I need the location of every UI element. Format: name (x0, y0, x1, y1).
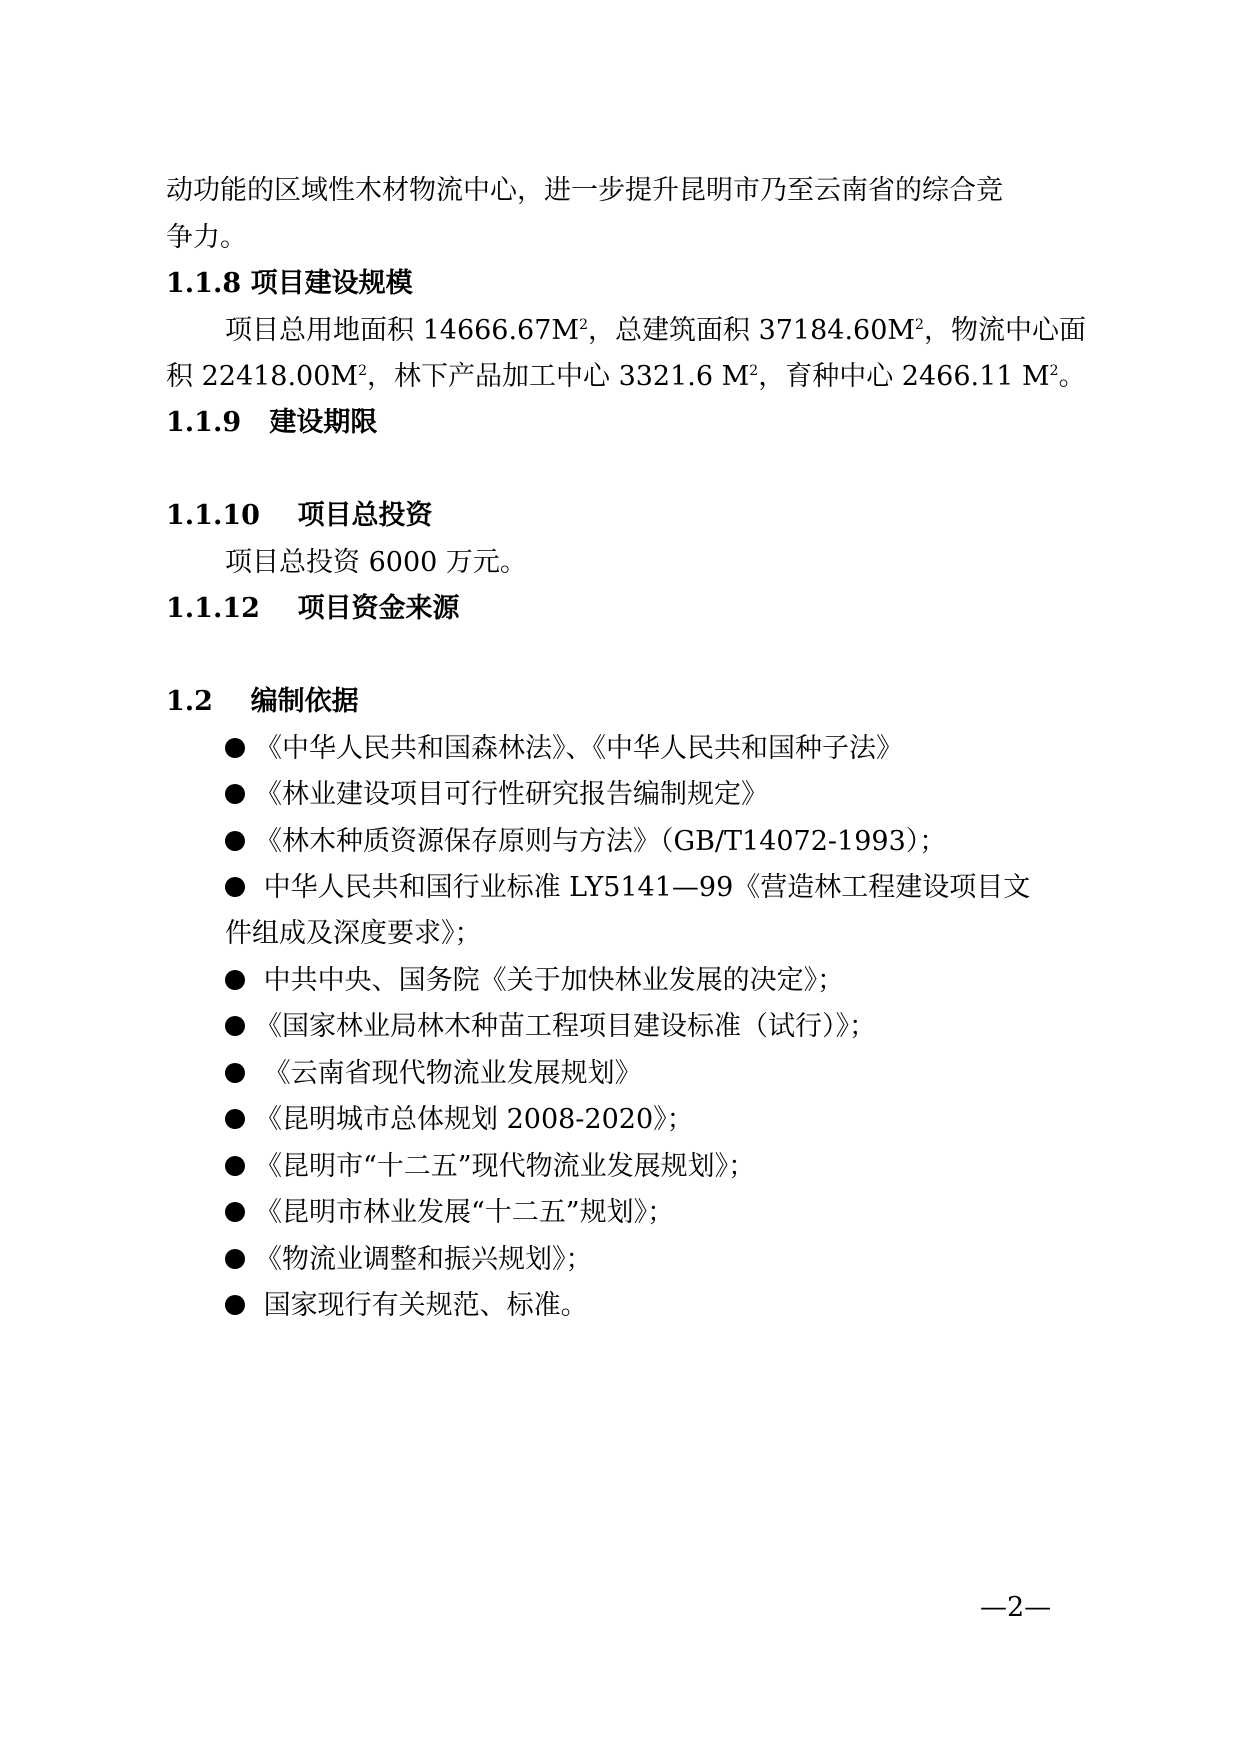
bullet-icon (225, 1156, 245, 1176)
scale-text: ，林下产品加工中心 3321.6 M (366, 361, 750, 392)
heading-title: 建设期限 (269, 407, 378, 438)
superscript: 2 (579, 317, 588, 333)
heading-number: 1.1.8 (166, 268, 242, 299)
scale-text: 。 (1058, 361, 1086, 392)
scale-text: ，育种中心 2466.11 M (758, 361, 1050, 392)
scale-paragraph-line-2 (166, 359, 1086, 395)
scale-text: ，物流中心面 (923, 315, 1086, 346)
bullet-icon (225, 1109, 245, 1129)
heading-title: 编制依据 (250, 686, 359, 717)
heading-1-1-9 (166, 405, 377, 441)
list-item (225, 777, 768, 813)
bullet-icon (225, 831, 245, 851)
list-item-text: 中共中央、国务院《关于加快林业发展的决定》； (255, 965, 845, 996)
bullet-icon (225, 1295, 245, 1315)
list-item-text: 《物流业调整和振兴规划》； (255, 1244, 593, 1275)
scale-paragraph-line-1 (225, 313, 1086, 349)
heading-title: 项目资金来源 (297, 593, 460, 624)
list-item (225, 731, 903, 767)
heading-1-1-8 (166, 266, 413, 302)
list-item (225, 1288, 588, 1324)
bullet-icon (225, 738, 245, 758)
investment-paragraph: 项目总投资 6000 万元。 (225, 547, 527, 578)
list-item (225, 1009, 876, 1045)
list-item (225, 963, 844, 999)
heading-number: 1.1.12 (166, 593, 260, 624)
heading-title: 项目建设规模 (250, 268, 413, 299)
superscript: 2 (1049, 363, 1059, 379)
heading-1-1-12 (166, 591, 460, 627)
heading-number: 1.1.10 (166, 500, 260, 531)
list-item (225, 1102, 694, 1138)
superscript: 2 (358, 363, 367, 379)
page-number: —2— (980, 1592, 1052, 1623)
list-item-text: 国家现行有关规范、标准。 (255, 1290, 588, 1321)
list-item-text: 《云南省现代物流业发展规划》 (255, 1058, 642, 1089)
list-item (225, 1149, 755, 1185)
heading-number: 1.2 (166, 686, 213, 717)
list-item-text: 《林业建设项目可行性研究报告编制规定》 (255, 779, 768, 810)
bullet-icon (225, 1063, 245, 1083)
list-item-continuation: 件组成及深度要求》； (225, 918, 482, 949)
list-item-text: 《昆明市“十二五”现代物流业发展规划》； (255, 1151, 756, 1182)
list-item-text: 《昆明市林业发展“十二五”规划》； (255, 1197, 675, 1228)
intro-line-1: 动功能的区域性木材物流中心，进一步提升昆明市乃至云南省的综合竞 (166, 175, 1003, 206)
bullet-icon (225, 784, 245, 804)
heading-number: 1.1.9 (166, 407, 242, 438)
list-item-text: 《国家林业局林木种苗工程项目建设标准（试行）》； (255, 1011, 876, 1042)
heading-title: 项目总投资 (297, 500, 433, 531)
superscript: 2 (915, 317, 924, 333)
list-item-text: 《林木种质资源保存原则与方法》（GB/T14072-1993）； (255, 826, 947, 857)
superscript: 2 (749, 363, 759, 379)
bullet-icon (225, 877, 245, 897)
list-item (225, 1195, 674, 1231)
scale-text: 项目总用地面积 14666.67M (225, 315, 580, 346)
list-item (225, 824, 946, 860)
bullet-icon (225, 1016, 245, 1036)
heading-1-1-10 (166, 498, 433, 534)
scale-text: 积 22418.00M (166, 361, 359, 392)
list-item (225, 1242, 593, 1278)
bullet-icon (225, 970, 245, 990)
list-item-text: 《昆明城市总体规划 2008-2020》； (255, 1104, 694, 1135)
bullet-icon (225, 1202, 245, 1222)
list-item-text: 中华人民共和国行业标准 LY5141—99《营造林工程建设项目文 (255, 872, 1031, 903)
list-item (225, 870, 1030, 906)
list-item-text: 《中华人民共和国森林法》、《中华人民共和国种子法》 (255, 733, 903, 764)
intro-line-2: 争力。 (166, 222, 247, 253)
list-item (225, 1056, 642, 1092)
scale-text: ，总建筑面积 37184.60M (587, 315, 916, 346)
bullet-icon (225, 1249, 245, 1269)
heading-1-2 (166, 684, 359, 720)
